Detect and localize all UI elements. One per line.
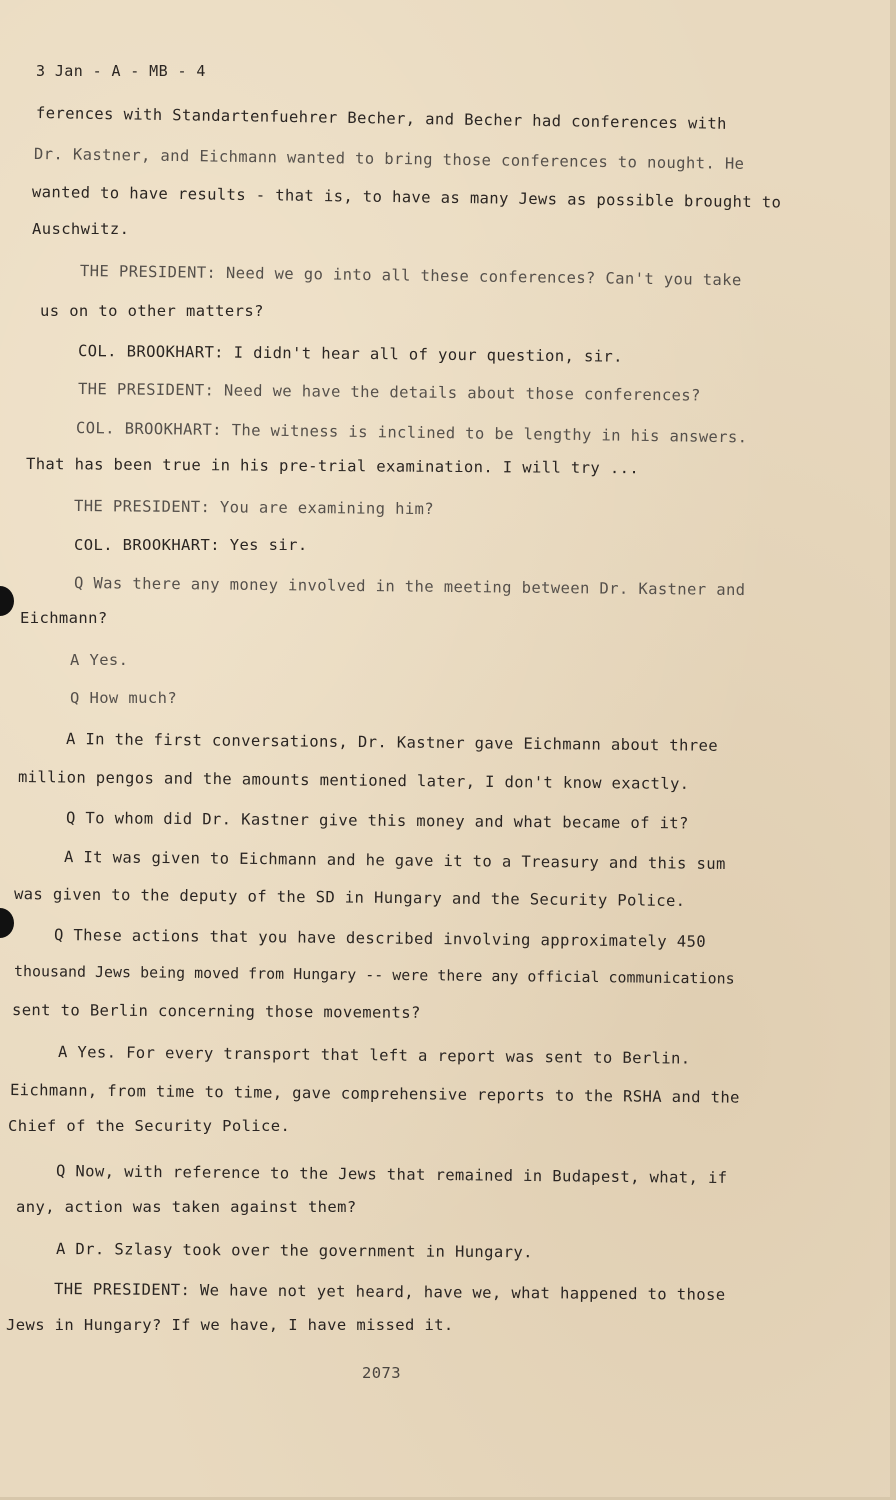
text-line: Q Now, with reference to the Jews that remained in Budapest, what, if xyxy=(55,1162,728,1188)
text-line: any, action was taken against them? xyxy=(16,1198,357,1216)
text-line: million pengos and the amounts mentioned later, I don't know exactly. xyxy=(17,768,690,794)
text-line: A Dr. Szlasy took over the government in Hungary. xyxy=(55,1240,533,1262)
text-line: THE PRESIDENT: We have not yet heard, have we, what happened to those xyxy=(53,1280,726,1304)
text-line: Jews in Hungary? If we have, I have missed it. xyxy=(6,1316,454,1334)
text-line: ferences with Standartenfuehrer Becher, and Becher had conferences with xyxy=(35,104,728,133)
text-line: Dr. Kastner, and Eichmann wanted to bring those conferences to nought. He xyxy=(33,145,745,173)
text-line: was given to the deputy of the SD in Hungary and the Security Police. xyxy=(13,885,686,911)
text-line: Auschwitz. xyxy=(32,220,130,238)
page-number: 2073 xyxy=(362,1364,401,1382)
text-line: Eichmann, from time to time, gave comprehensive reports to the RSHA and the xyxy=(9,1081,740,1107)
text-line: A Yes. For every transport that left a report was sent to Berlin. xyxy=(57,1043,691,1068)
text-line: A Yes. xyxy=(70,651,129,669)
text-line: A It was given to Eichmann and he gave it to a Treasury and this sum xyxy=(63,848,726,873)
text-line: THE PRESIDENT: Need we have the details about those conferences? xyxy=(77,380,701,405)
text-line: THE PRESIDENT: Need we go into all these conferences? Can't you take xyxy=(79,262,742,290)
page-header: 3 Jan - A - MB - 4 xyxy=(36,62,206,80)
text-line: COL. BROOKHART: The witness is inclined to be lengthy in his answers. xyxy=(75,419,748,447)
text-line: Eichmann? xyxy=(20,609,108,627)
text-line: That has been true in his pre-trial examination. I will try ... xyxy=(25,455,640,478)
punch-hole-bottom xyxy=(0,908,14,938)
text-line: thousand Jews being moved from Hungary -- were there any official communications xyxy=(13,963,735,988)
text-line: THE PRESIDENT: You are examining him? xyxy=(73,497,435,519)
text-line: wanted to have results - that is, to have as many Jews as possible brought to xyxy=(31,183,782,212)
text-line: Q These actions that you have described involving approximately 450 xyxy=(53,926,707,951)
text-line: Q How much? xyxy=(70,689,178,707)
text-line: sent to Berlin concerning those movements? xyxy=(11,1001,421,1022)
text-line: A In the first conversations, Dr. Kastner gave Eichmann about three xyxy=(65,730,719,755)
text-line: COL. BROOKHART: Yes sir. xyxy=(74,536,308,554)
text-line: Q To whom did Dr. Kastner give this money and what became of it? xyxy=(65,809,689,833)
punch-hole-top xyxy=(0,586,14,616)
text-line: Chief of the Security Police. xyxy=(8,1117,291,1135)
text-line: Q Was there any money involved in the meeting between Dr. Kastner and xyxy=(73,574,746,600)
text-line: COL. BROOKHART: I didn't hear all of your question, sir. xyxy=(77,342,624,366)
text-line: us on to other matters? xyxy=(40,302,264,320)
